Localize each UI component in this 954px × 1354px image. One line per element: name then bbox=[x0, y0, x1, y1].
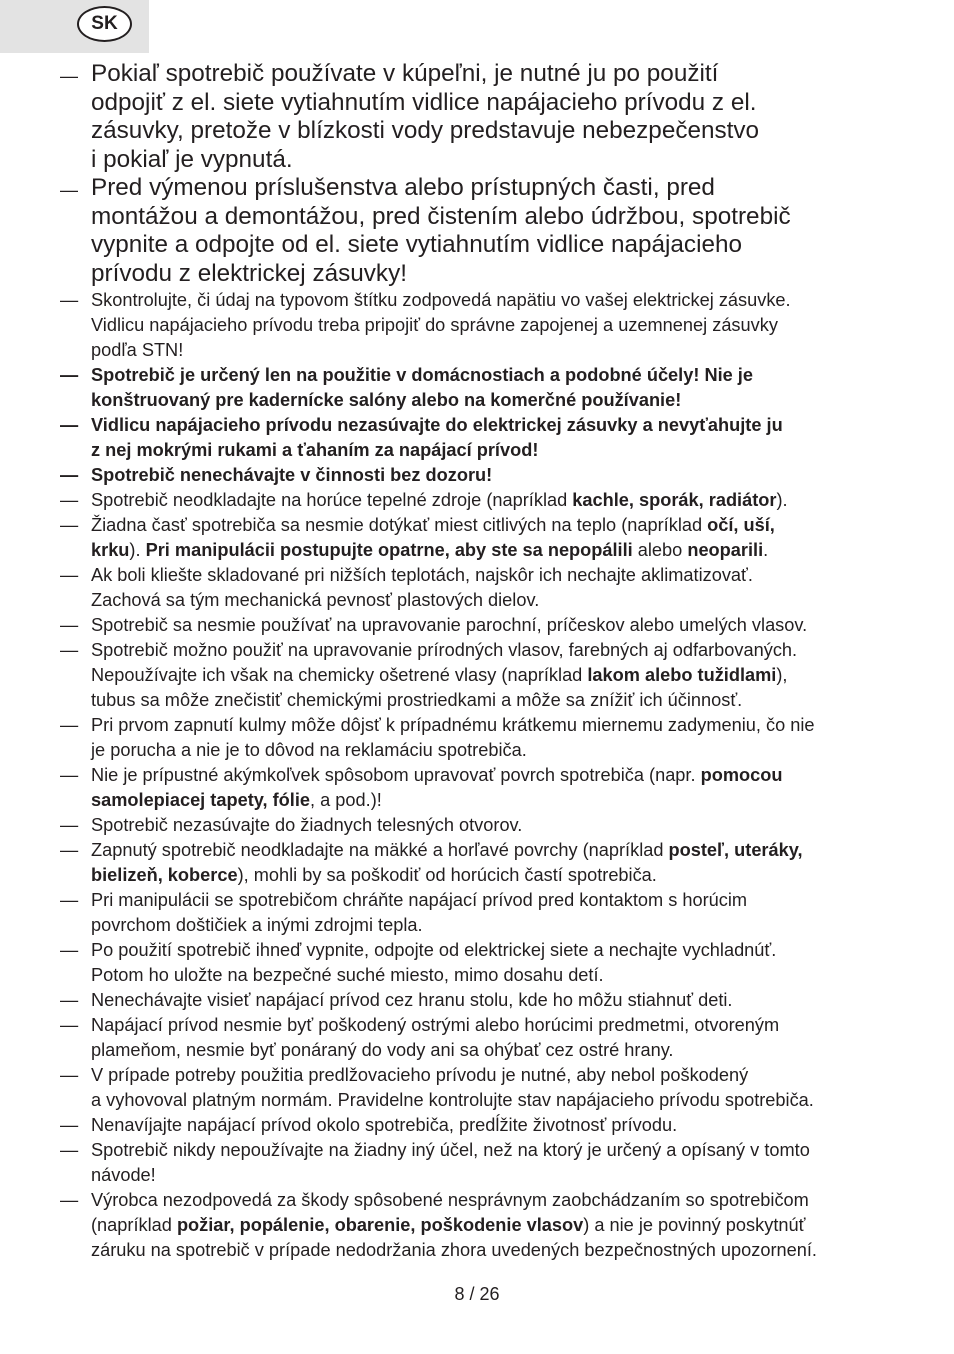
list-item-text: Pokiaľ spotrebič používate v kúpeľni, je nutné ju po použití odpojiť z el. siete vytiahnutím vidlice napájacieho prívodu z el. zásuvky, pretože v blízkosti vody predstavuje nebezpečenstvo i pokiaľ je vypnutá. bbox=[91, 60, 760, 173]
text-segment: Nie je prípustné akýmkoľvek spôsobom upravovať povrch spotrebiča (napr. bbox=[91, 765, 701, 785]
text-segment: ) a nie je povinný poskytnúť záruku na spotrebič v prípade nedodržania zhora uvedených bezpečnostných upozornení. bbox=[91, 1215, 817, 1260]
list-item-text: Pri prvom zapnutí kulmy môže dôjsť k prípadnému krátkemu miernemu zadymeniu, čo nie je porucha a nie je to dôvod na reklamáciu spotrebiča. bbox=[91, 715, 815, 760]
bullet-dash: — bbox=[60, 1115, 79, 1135]
emphasis-text: požiar, popálenie, obarenie, poškodenie vlasov bbox=[176, 1215, 584, 1235]
text-segment: alebo bbox=[632, 540, 688, 560]
bullet-dash: — bbox=[60, 1190, 79, 1210]
page-number: 8 / 26 bbox=[454, 1284, 500, 1304]
bullet-dash: — bbox=[60, 365, 79, 385]
list-item-text bbox=[91, 488, 915, 513]
list-item bbox=[60, 1063, 915, 1113]
list-item-text: Spotrebič nenechávajte v činnosti bez dozoru! bbox=[91, 465, 493, 485]
list-item-text: Napájací prívod nesmie byť poškodený ostrými alebo horúcimi predmetmi, otvoreným plameňom, nesmie byť ponáraný do vody ani sa ohýbať cez ostré hrany. bbox=[91, 1015, 780, 1060]
list-item-text: Pri manipulácii se spotrebičom chráňte napájací prívod pred kontaktom s horúcim povrchom doštičiek a inými zdrojmi tepla. bbox=[91, 890, 748, 935]
emphasis-text: lakom alebo tužidlami bbox=[587, 665, 777, 685]
list-item-text bbox=[91, 513, 915, 563]
bullet-dash: — bbox=[60, 415, 79, 435]
list-item-text: Spotrebič nikdy nepoužívajte na žiadny iný účel, než na ktorý je určený a opísaný v tomto návode! bbox=[91, 1140, 810, 1185]
text-segment: Žiadna časť spotrebiča sa nesmie dotýkať miest citlivých na teplo (napríklad bbox=[91, 515, 708, 535]
bullet-dash: — bbox=[60, 765, 79, 785]
bullet-dash: — bbox=[60, 66, 78, 86]
bullet-dash: — bbox=[60, 180, 78, 200]
bullet-dash: — bbox=[60, 565, 79, 585]
text-segment: ). bbox=[776, 490, 788, 510]
list-item bbox=[60, 1138, 915, 1188]
list-item bbox=[60, 888, 915, 938]
emphasis-text: posteľ, uteráky, bielizeň, koberce bbox=[91, 840, 803, 885]
bullet-dash: — bbox=[60, 465, 79, 485]
emphasis-text: pomocou samolepiacej tapety, fólie bbox=[91, 765, 783, 810]
text-segment: Spotrebič neodkladajte na horúce tepelné zdroje (napríklad bbox=[91, 490, 573, 510]
bullet-dash: — bbox=[60, 1140, 79, 1160]
list-item bbox=[60, 613, 915, 638]
list-item-text bbox=[91, 838, 915, 888]
text-segment: Zapnutý spotrebič neodkladajte na mäkké a horľavé povrchy (napríklad bbox=[91, 840, 669, 860]
bullet-dash: — bbox=[60, 815, 79, 835]
text-segment: ). bbox=[129, 540, 146, 560]
list-item bbox=[60, 838, 915, 888]
list-item-text: Spotrebič nezasúvajte do žiadnych telesných otvorov. bbox=[91, 815, 523, 835]
bullet-dash: — bbox=[60, 615, 79, 635]
text-segment: ), tubus sa môže znečistiť chemickými prostriedkami a môže sa znížiť ich účinnosť. bbox=[91, 665, 788, 710]
list-item-text: V prípade potreby použitia predlžovacieho prívodu je nutné, aby nebol poškodený a vyhovoval platným normám. Pravidelne kontrolujte stav napájacieho prívodu spotrebiča. bbox=[91, 1065, 814, 1110]
list-item-text: Nenavíjajte napájací prívod okolo spotrebiča, predĺžite životnosť prívodu. bbox=[91, 1115, 678, 1135]
language-badge: SK bbox=[77, 6, 132, 42]
safety-instructions-list bbox=[60, 60, 915, 1263]
list-item bbox=[60, 938, 915, 988]
list-item bbox=[60, 713, 915, 763]
list-item-text bbox=[91, 1188, 915, 1263]
list-item bbox=[60, 563, 915, 613]
list-item bbox=[60, 513, 915, 563]
list-item bbox=[60, 1113, 915, 1138]
list-item bbox=[60, 813, 915, 838]
text-segment: . bbox=[763, 540, 769, 560]
bullet-dash: — bbox=[60, 290, 79, 310]
bullet-dash: — bbox=[60, 890, 79, 910]
list-item-text bbox=[91, 638, 915, 713]
emphasis-text: neoparili bbox=[687, 540, 764, 560]
list-item bbox=[60, 638, 915, 713]
text-segment: , a pod.)! bbox=[310, 790, 382, 810]
list-item bbox=[60, 1013, 915, 1063]
bullet-dash: — bbox=[60, 990, 79, 1010]
bullet-dash: — bbox=[60, 1065, 79, 1085]
bullet-dash: — bbox=[60, 840, 79, 860]
list-item bbox=[60, 413, 915, 463]
bullet-dash: — bbox=[60, 515, 79, 535]
text-segment: Spotrebič možno použiť na upravovanie prírodných vlasov, farebných aj odfarbovaných. Nepoužívajte ich však na chemicky ošetrené vlasy (napríklad bbox=[91, 640, 798, 685]
bullet-dash: — bbox=[60, 715, 79, 735]
list-item bbox=[60, 1188, 915, 1263]
list-item-text: Spotrebič je určený len na použitie v domácnostiach a podobné účely! Nie je konštruovaný pre kadernícke salóny alebo na komerčné používanie! bbox=[91, 365, 753, 410]
list-item-text: Skontrolujte, či údaj na typovom štítku zodpovedá napätiu vo vašej elektrickej zásuvke. Vidlicu napájacieho prívodu treba pripojiť do správne zapojenej a uzemnenej zásuvky podľa STN! bbox=[91, 290, 791, 360]
list-item-text: Nenechávajte visieť napájací prívod cez hranu stolu, kde ho môžu stiahnuť deti. bbox=[91, 990, 733, 1010]
bullet-dash: — bbox=[60, 490, 79, 510]
emphasis-text: kachle, sporák, radiátor bbox=[572, 490, 777, 510]
emphasis-text: Pri manipulácii postupujte opatrne, aby ste sa nepopálili bbox=[145, 540, 633, 560]
list-item bbox=[60, 988, 915, 1013]
bullet-dash: — bbox=[60, 940, 79, 960]
list-item bbox=[60, 60, 915, 174]
language-tab bbox=[0, 0, 149, 53]
list-item-text: Pred výmenou príslušenstva alebo prístupných časti, pred montážou a demontážou, pred čistením alebo údržbou, spotrebič vypnite a odpojte od el. siete vytiahnutím vidlice napájacieho prívodu z elektrickej zásuvky! bbox=[91, 174, 791, 287]
list-item-text: Vidlicu napájacieho prívodu nezasúvajte do elektrickej zásuvky a nevyťahujte ju z nej mokrými rukami a ťahaním za napájací prívod! bbox=[91, 415, 783, 460]
list-item-text: Ak boli kliešte skladované pri nižších teplotách, najskôr ich nechajte aklimatizovať. Zachová sa tým mechanická pevnosť plastových dielov. bbox=[91, 565, 753, 610]
text-segment: ), mohli by sa poškodiť od horúcich častí spotrebiča. bbox=[237, 865, 657, 885]
list-item-text: Po použití spotrebič ihneď vypnite, odpojte od elektrickej siete a nechajte vychladnúť. Potom ho uložte na bezpečné suché miesto, mimo dosahu detí. bbox=[91, 940, 777, 985]
list-item-text: Spotrebič sa nesmie používať na upravovanie parochní, príčeskov alebo umelých vlasov. bbox=[91, 615, 808, 635]
list-item-text bbox=[91, 763, 915, 813]
list-item bbox=[60, 174, 915, 288]
emphasis-text: očí, uší, krku bbox=[91, 515, 775, 560]
text-segment: Výrobca nezodpovedá za škody spôsobené nesprávnym zaobchádzaním so spotrebičom (napríklad bbox=[91, 1190, 809, 1235]
bullet-dash: — bbox=[60, 1015, 79, 1035]
list-item bbox=[60, 463, 915, 488]
list-item bbox=[60, 363, 915, 413]
list-item bbox=[60, 288, 915, 363]
bullet-dash: — bbox=[60, 640, 79, 660]
list-item bbox=[60, 763, 915, 813]
list-item bbox=[60, 488, 915, 513]
